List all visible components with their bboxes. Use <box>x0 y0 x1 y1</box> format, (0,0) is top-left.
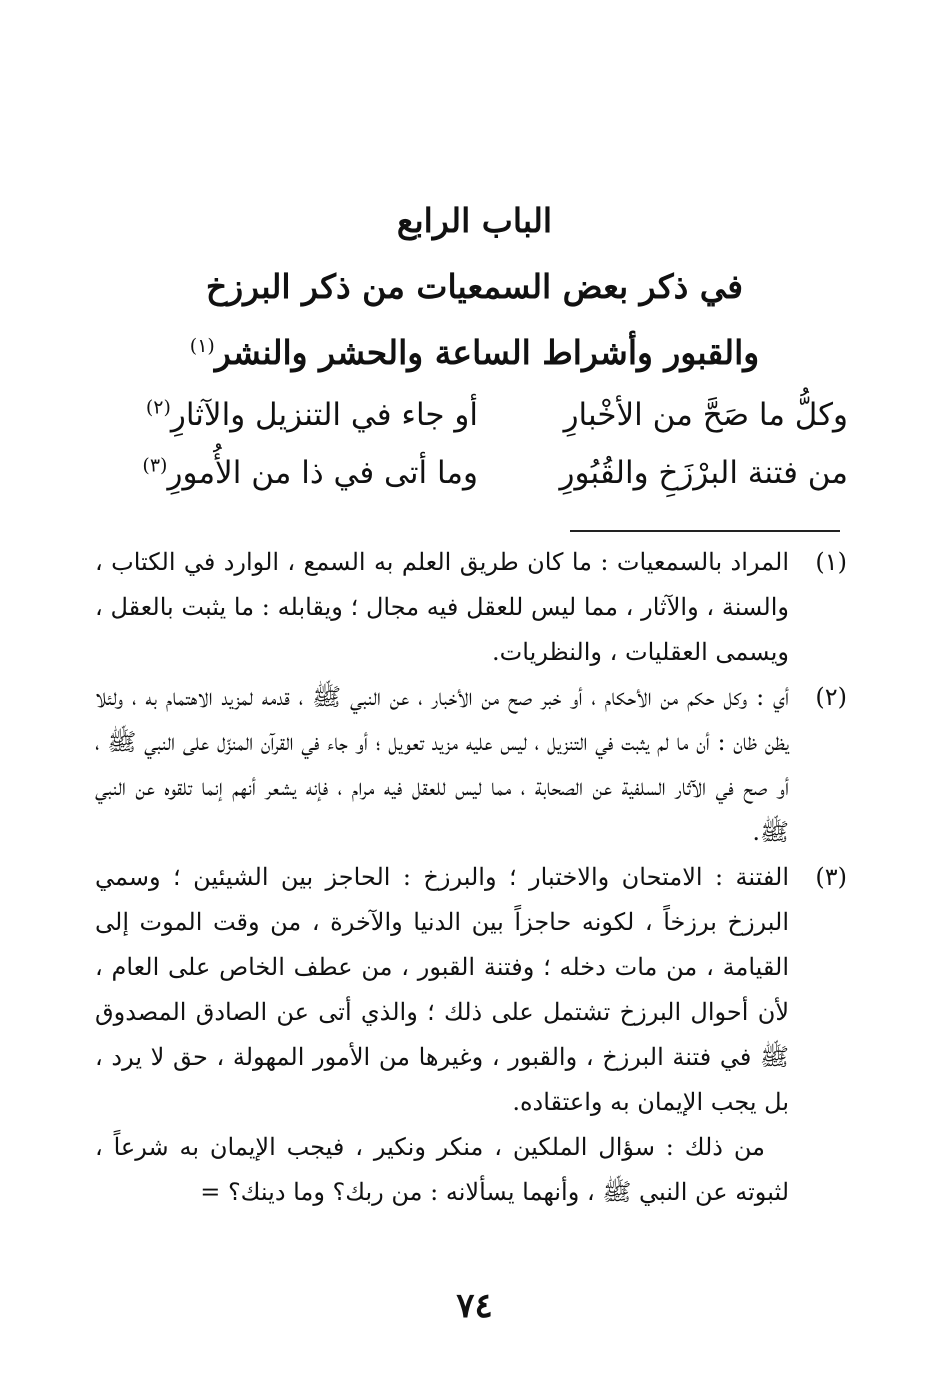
footnote-separator <box>570 530 840 532</box>
chapter-heading <box>0 188 949 386</box>
poem-verses <box>88 386 848 502</box>
footnotes-section <box>95 540 847 1215</box>
verse-text: أو جاء في التنزيل والآثارِ <box>170 397 478 433</box>
chapter-title: الباب الرابع <box>396 201 553 240</box>
verse-first-hemistich: وكلُّ ما صَحَّ من الأخْبارِ <box>563 397 848 433</box>
verse-text: وما أتى في ذا من الأُمورِ <box>167 455 478 491</box>
chapter-subtitle-text: والقبور وأشراط الساعة والحشر والنشر <box>214 333 760 372</box>
footnote-number: (١) <box>815 548 847 576</box>
chapter-subtitle-line-2 <box>0 320 949 386</box>
footnote-number: (٣) <box>815 863 847 891</box>
footnote-number: (٢) <box>815 683 847 711</box>
footnote <box>95 540 847 675</box>
page-number: ٧٤ <box>456 1286 493 1326</box>
footnote-reference: (٣) <box>142 454 168 477</box>
verse-line <box>88 386 848 444</box>
verse-second-hemistich <box>88 397 478 433</box>
footnote-text: المراد بالسمعيات : ما كان طريق العلم به السمع ، الوارد في الكتاب ، والسنة ، والآثار ، مما ليس للعقل فيه مجال ؛ ويقابله : ما يثبت بالعقل ، ويسمى العقليات ، والنظريات. <box>95 548 789 666</box>
footnote <box>95 855 847 1125</box>
footnote-reference: (٢) <box>145 396 171 419</box>
verse-second-hemistich <box>88 455 478 491</box>
footnote-reference: (١) <box>189 335 215 357</box>
footnote-text: أي : وكل حكم من الأحكام ، أو خبر صح من الأخبار ، عن النبي ﷺ ، قدمه لمزيد الاهتمام به ، ولئلا يظن ظان : أن ما لم يثبت في التنزيل ، ليس عليه مزيد تعويل ؛ أو جاء في القرآن المنزّل على النبي ﷺ ، أو صح في الآثار السلفية عن الصحابة ، مما ليس للعقل فيه مرام ، فإنه يشعر أنهم إنما تلقوه عن النبي ﷺ. <box>95 683 789 846</box>
chapter-subtitle-line-1: في ذكر بعض السمعيات من ذكر البرزخ <box>205 267 744 306</box>
footnote-continuation: من ذلك : سؤال الملكين ، منكر ونكير ، فيجب الإيمان به شرعاً ، لثبوته عن النبي ﷺ ، وأنهما يسألانه : من ربك؟ وما دينك؟ = <box>95 1133 789 1206</box>
verse-first-hemistich: من فتنة البرْزَخِ والقُبُورِ <box>559 455 848 491</box>
footnote-text: الفتنة : الامتحان والاختبار ؛ والبرزخ : الحاجز بين الشيئين ؛ وسمي البرزخ برزخاً ، لكونه حاجزاً بين الدنيا والآخرة ، من وقت الموت إلى القيامة ، من مات دخله ؛ وفتنة القبور ، من عطف الخاص على العام ، لأن أحوال البرزخ تشتمل على ذلك ؛ والذي أتى عن الصادق المصدوق ﷺ في فتنة البرزخ ، والقبور ، وغيرها من الأمور المهولة ، حق لا يرد ، بل يجب الإيمان به واعتقاده. <box>95 863 790 1116</box>
verse-line <box>88 444 848 502</box>
footnote <box>95 675 847 855</box>
